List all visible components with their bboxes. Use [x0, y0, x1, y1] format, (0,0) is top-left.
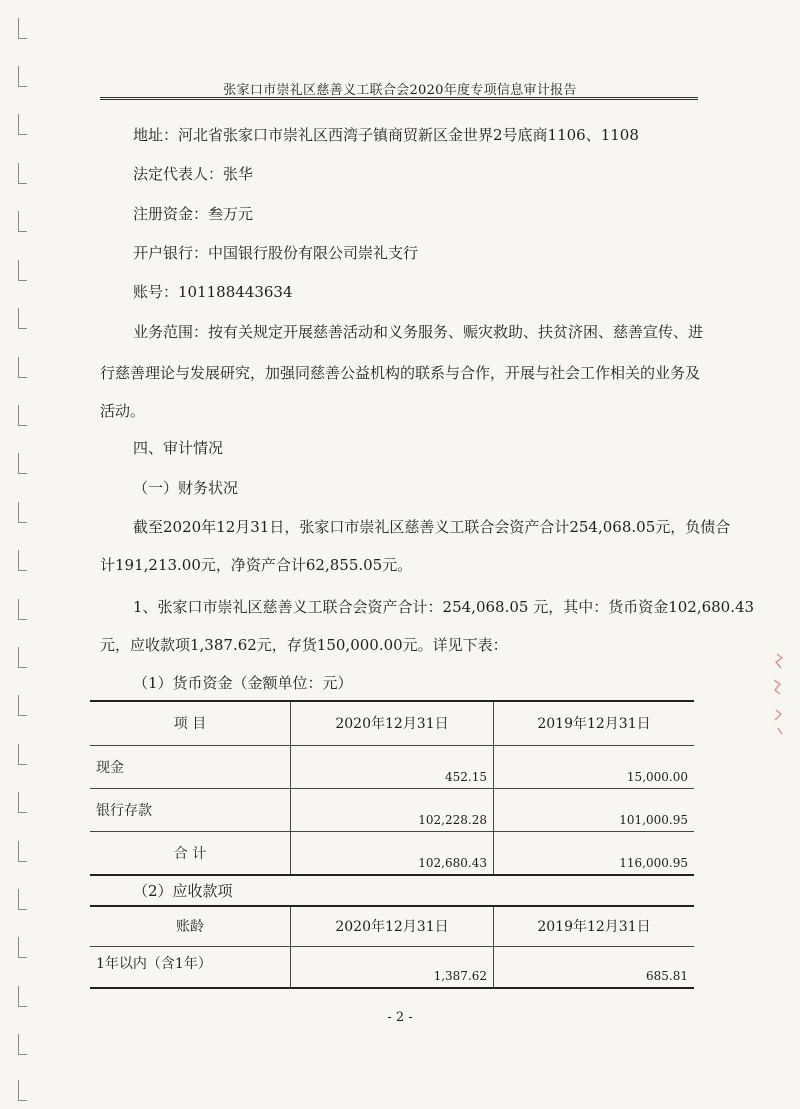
header-2019: 2019年12月31日 — [494, 701, 695, 745]
row-value-2019: 685.81 — [494, 946, 695, 988]
table-row — [90, 745, 694, 788]
address-line: 地址：河北省张家口市崇礼区西湾子镇商贸新区金世界2号底商1106、1108 — [133, 126, 639, 144]
table-header-row — [90, 701, 694, 745]
table-row — [90, 946, 694, 988]
row-label: 1年以内（含1年） — [90, 946, 291, 988]
binding-mark — [18, 502, 27, 523]
receivables-table — [90, 905, 694, 989]
financial-status-line-2: 计191,213.00元，净资产合计62,855.05元。 — [100, 556, 413, 574]
header-aging: 账龄 — [90, 906, 291, 946]
binding-mark — [18, 211, 27, 232]
row-value-2019: 101,000.95 — [494, 788, 695, 831]
row-value-2020: 102,228.28 — [291, 788, 494, 831]
binding-mark — [18, 937, 27, 958]
binding-mark — [18, 18, 27, 39]
table-row — [90, 788, 694, 831]
business-scope-line-3: 活动。 — [100, 402, 146, 420]
bank-line: 开户银行：中国银行股份有限公司崇礼支行 — [133, 244, 419, 262]
row-value-2019: 15,000.00 — [494, 745, 695, 788]
business-scope-line-2: 行慈善理论与发展研究，加强同慈善公益机构的联系与合作，开展与社会工作相关的业务及 — [100, 364, 701, 382]
binding-mark — [18, 453, 27, 474]
binding-mark — [18, 647, 27, 668]
binding-mark — [18, 260, 27, 281]
seal-stamp-edge — [768, 650, 786, 740]
table-total-row — [90, 831, 694, 875]
header-2020: 2020年12月31日 — [291, 701, 494, 745]
binding-mark — [18, 357, 27, 378]
binding-mark — [18, 163, 27, 184]
section-subheading: （一）财务状况 — [133, 479, 239, 497]
row-value-2020: 1,387.62 — [291, 946, 494, 988]
report-header-title: 张家口市崇礼区慈善义工联合会2020年度专项信息审计报告 — [223, 83, 577, 98]
binding-mark — [18, 744, 27, 765]
header-item: 项 目 — [90, 701, 291, 745]
header-2019: 2019年12月31日 — [494, 906, 695, 946]
assets-line-2: 元，应收款项1,387.62元，存货150,000.00元。详见下表： — [100, 636, 508, 654]
binding-mark — [18, 1080, 27, 1101]
cash-table — [90, 700, 694, 876]
page-number: - 2 - — [387, 1010, 413, 1025]
total-value-2019: 116,000.95 — [494, 831, 695, 875]
binding-mark — [18, 841, 27, 862]
binding-mark — [18, 405, 27, 426]
account-line: 账号：101188443634 — [133, 283, 293, 301]
table-header-row — [90, 906, 694, 946]
row-label: 现金 — [90, 745, 291, 788]
binding-mark — [18, 792, 27, 813]
binding-mark — [18, 114, 27, 135]
binding-mark — [18, 986, 27, 1007]
table2-caption: （2）应收款项 — [133, 882, 233, 900]
section-heading: 四、审计情况 — [133, 439, 224, 457]
total-label: 合 计 — [90, 831, 291, 875]
row-label: 银行存款 — [90, 788, 291, 831]
assets-line-1: 1、张家口市崇礼区慈善义工联合会资产合计：254,068.05 元，其中：货币资金102,680.43 — [133, 598, 755, 616]
legal-representative-line: 法定代表人：张华 — [133, 165, 254, 183]
financial-status-line-1: 截至2020年12月31日，张家口市崇礼区慈善义工联合会资产合计254,068.05元，负债合 — [133, 518, 731, 536]
binding-mark — [18, 599, 27, 620]
binding-mark — [18, 550, 27, 571]
header-rule — [100, 97, 698, 98]
business-scope-line-1: 业务范围：按有关规定开展慈善活动和义务服务、赈灾救助、扶贫济困、慈善宣传、进 — [133, 323, 704, 341]
binding-mark — [18, 308, 27, 329]
binding-mark — [18, 695, 27, 716]
row-value-2020: 452.15 — [291, 745, 494, 788]
header-rule-double — [100, 99, 698, 100]
registered-capital-line: 注册资金：叁万元 — [133, 205, 254, 223]
binding-mark — [18, 889, 27, 910]
table1-caption: （1）货币资金（金额单位：元） — [133, 674, 353, 692]
binding-marks — [0, 0, 40, 1109]
binding-mark — [18, 1034, 27, 1055]
header-2020: 2020年12月31日 — [291, 906, 494, 946]
total-value-2020: 102,680.43 — [291, 831, 494, 875]
